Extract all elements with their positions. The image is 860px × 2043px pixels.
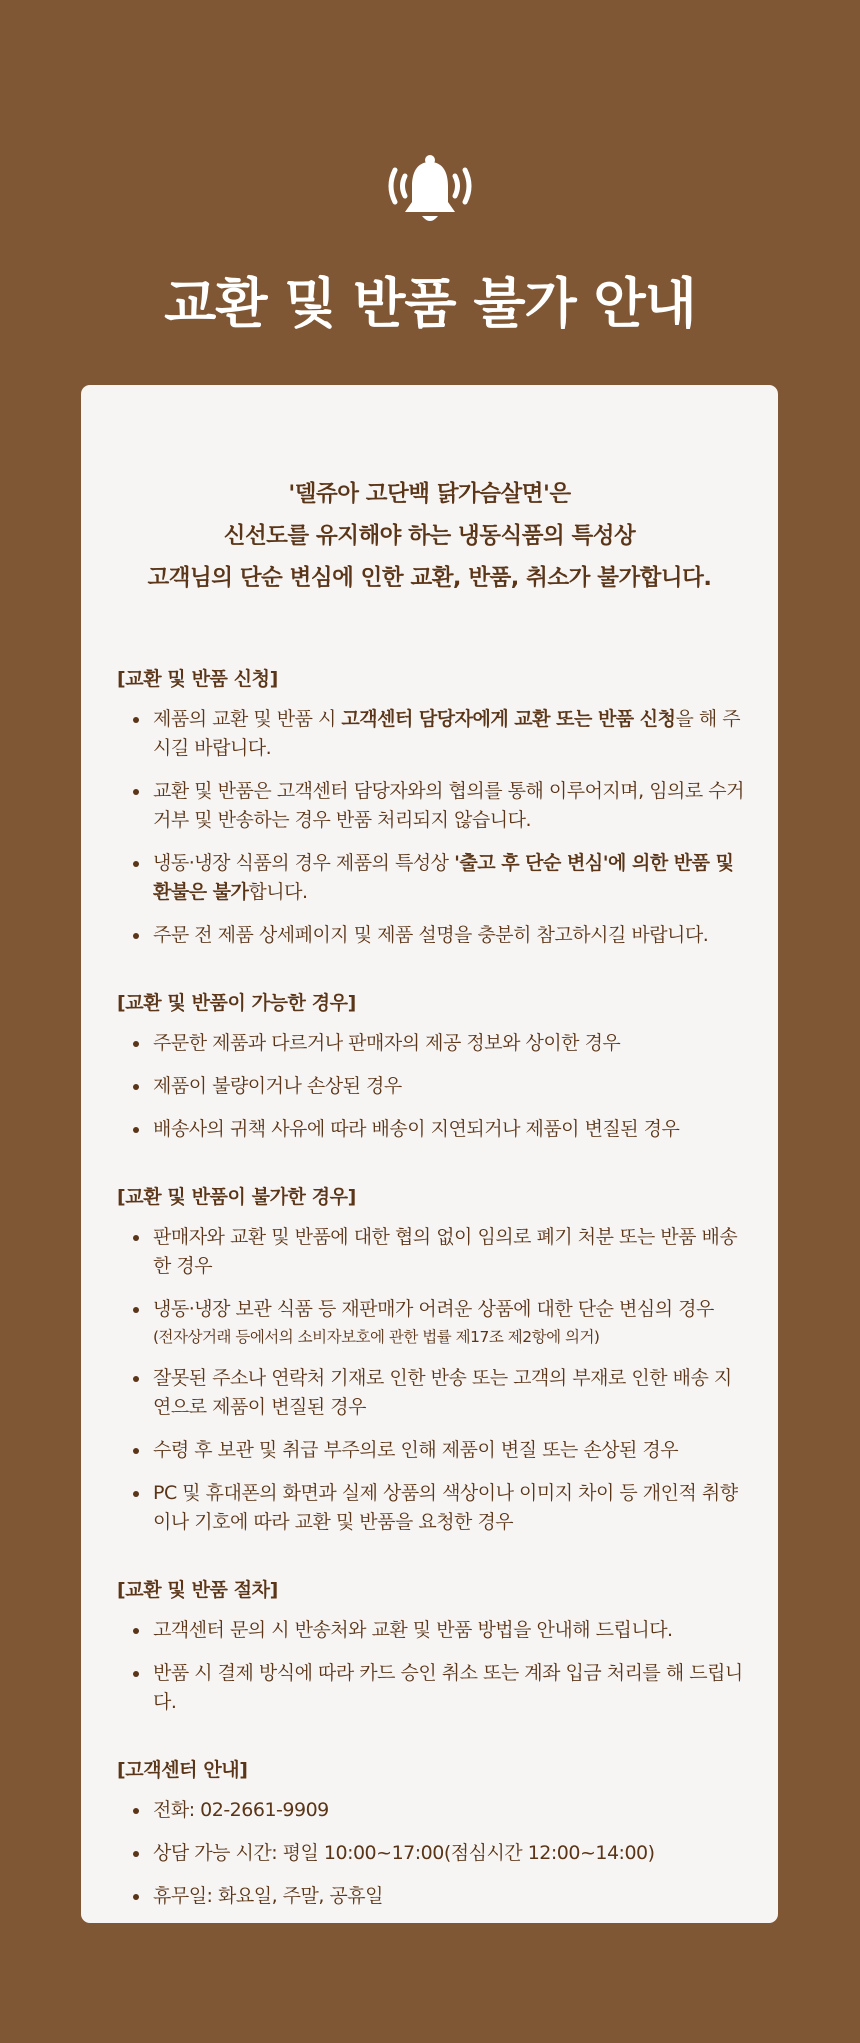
list-item: 잘못된 주소나 연락처 기재로 인한 반송 또는 고객의 부재로 인한 배송 지연으로 제품이 변질된 경우 [117,1364,748,1422]
section-procedure [117,1575,748,1717]
possible-list [117,1029,748,1144]
intro-text [81,473,778,599]
list-item [117,1295,748,1350]
section-title: [교환 및 반품 신청] [117,668,278,690]
list-item: PC 및 휴대폰의 화면과 실제 상품의 색상이나 이미지 차이 등 개인적 취향이나 기호에 따라 교환 및 반품을 요청한 경우 [117,1479,748,1537]
item-text: 냉동·냉장 보관 식품 등 재판매가 어려운 상품에 대한 단순 변심의 경우 [153,1298,714,1320]
list-item: 교환 및 반품은 고객센터 담당자와의 협의를 통해 이루어지며, 임의로 수거 거부 및 반송하는 경우 반품 처리되지 않습니다. [117,777,748,835]
page-header [0,150,860,333]
list-item [117,849,748,907]
section-impossible [117,1182,748,1537]
section-title: [교환 및 반품이 가능한 경우] [117,992,356,1014]
item-text: 냉동·냉장 식품의 경우 제품의 특성상 [153,852,455,874]
intro-line: 신선도를 유지해야 하는 냉동식품의 특성상 [223,523,636,549]
page-title: 교환 및 반품 불가 안내 [164,272,696,335]
intro-line: 고객님의 단순 변심에 인한 교환, 반품, 취소가 불가합니다. [147,565,712,591]
bell-ringing-icon [385,150,475,230]
list-item: 주문한 제품과 다르거나 판매자의 제공 정보와 상이한 경우 [117,1029,748,1058]
policy-sections [81,664,778,1911]
item-emphasis: '출고 후 단순 변심'에 의한 반품 및 환불은 불가 [153,852,734,903]
notice-card [81,385,778,1923]
holidays: 휴무일: 화요일, 주말, 공휴일 [117,1882,748,1911]
support-hours: 상담 가능 시간: 평일 10:00~17:00(점심시간 12:00~14:00) [117,1839,748,1868]
section-request [117,664,748,950]
section-title: [교환 및 반품이 불가한 경우] [117,1186,356,1208]
item-text: 을 해 주시길 바랍니다. [153,708,741,759]
legal-note: (전자상거래 등에서의 소비자보호에 관한 법률 제17조 제2항에 의거) [153,1328,600,1346]
request-list [117,705,748,950]
section-title: [교환 및 반품 절차] [117,1579,278,1601]
item-text: 합니다. [248,881,308,903]
list-item [117,705,748,763]
list-item: 주문 전 제품 상세페이지 및 제품 설명을 충분히 참고하시길 바랍니다. [117,921,748,950]
list-item: 반품 시 결제 방식에 따라 카드 승인 취소 또는 계좌 입금 처리를 해 드립니다. [117,1659,748,1717]
item-emphasis: 고객센터 담당자에게 교환 또는 반품 신청 [341,708,676,730]
phone-number: 전화: 02-2661-9909 [117,1796,748,1825]
support-list [117,1796,748,1911]
intro-line: '델쥬아 고단백 닭가슴살면'은 [288,481,571,507]
list-item: 배송사의 귀책 사유에 따라 배송이 지연되거나 제품이 변질된 경우 [117,1115,748,1144]
section-possible [117,988,748,1144]
section-title: [고객센터 안내] [117,1759,248,1781]
list-item: 수령 후 보관 및 취급 부주의로 인해 제품이 변질 또는 손상된 경우 [117,1436,748,1465]
item-text: 제품의 교환 및 반품 시 [153,708,342,730]
list-item: 판매자와 교환 및 반품에 대한 협의 없이 임의로 폐기 처분 또는 반품 배송한 경우 [117,1223,748,1281]
section-support [117,1755,748,1911]
list-item: 고객센터 문의 시 반송처와 교환 및 반품 방법을 안내해 드립니다. [117,1616,748,1645]
procedure-list [117,1616,748,1717]
list-item: 제품이 불량이거나 손상된 경우 [117,1072,748,1101]
impossible-list [117,1223,748,1537]
